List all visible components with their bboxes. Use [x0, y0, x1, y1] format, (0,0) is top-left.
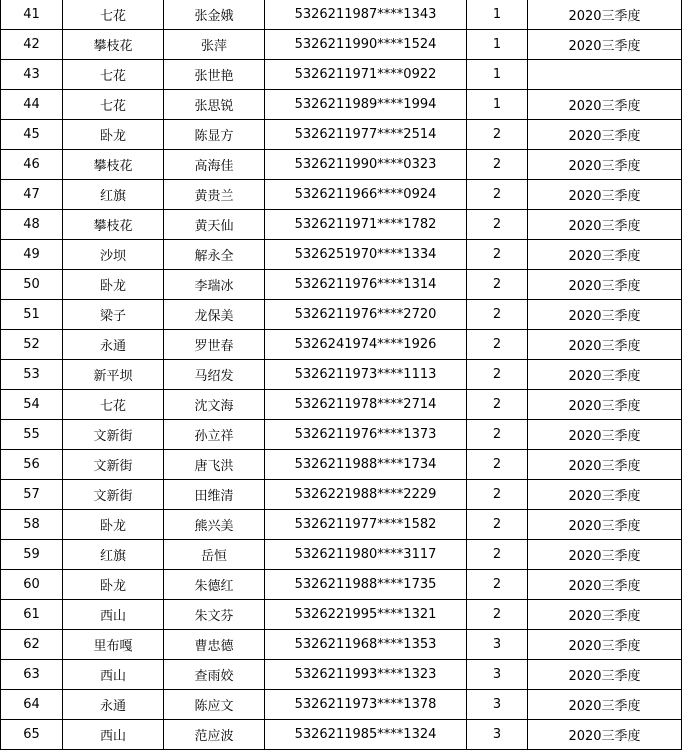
- row-number-cell: 49: [1, 240, 63, 270]
- name-cell: 唐飞洪: [164, 450, 265, 480]
- period-cell: 2020三季度: [528, 630, 682, 660]
- table-row: [1, 420, 682, 450]
- row-number-cell: 47: [1, 180, 63, 210]
- row-number-cell: 51: [1, 300, 63, 330]
- row-number-cell: 46: [1, 150, 63, 180]
- table-row: [1, 0, 682, 30]
- row-number-cell: 60: [1, 570, 63, 600]
- name-cell: 陈应文: [164, 690, 265, 720]
- location-cell: 永通: [63, 330, 164, 360]
- location-cell: 攀枝花: [63, 150, 164, 180]
- name-cell: 黄天仙: [164, 210, 265, 240]
- period-cell: 2020三季度: [528, 450, 682, 480]
- row-number-cell: 43: [1, 60, 63, 90]
- table-row: [1, 600, 682, 630]
- category-cell: 2: [467, 360, 528, 390]
- period-cell: 2020三季度: [528, 360, 682, 390]
- id-number-cell: 5326211966****0924: [265, 180, 467, 210]
- category-cell: 2: [467, 150, 528, 180]
- period-cell: 2020三季度: [528, 690, 682, 720]
- period-cell: 2020三季度: [528, 30, 682, 60]
- category-cell: 1: [467, 30, 528, 60]
- name-cell: 朱文芬: [164, 600, 265, 630]
- id-number-cell: 5326211978****2714: [265, 390, 467, 420]
- period-cell: 2020三季度: [528, 180, 682, 210]
- period-cell: 2020三季度: [528, 390, 682, 420]
- period-cell: 2020三季度: [528, 420, 682, 450]
- category-cell: 2: [467, 450, 528, 480]
- row-number-cell: 64: [1, 690, 63, 720]
- row-number-cell: 54: [1, 390, 63, 420]
- category-cell: 2: [467, 120, 528, 150]
- location-cell: 七花: [63, 390, 164, 420]
- id-number-cell: 5326211977****1582: [265, 510, 467, 540]
- name-cell: 高海佳: [164, 150, 265, 180]
- table-row: [1, 480, 682, 510]
- name-cell: 查雨姣: [164, 660, 265, 690]
- category-cell: 2: [467, 540, 528, 570]
- name-cell: 朱德红: [164, 570, 265, 600]
- table-row: [1, 630, 682, 660]
- location-cell: 攀枝花: [63, 30, 164, 60]
- id-number-cell: 5326211976****1314: [265, 270, 467, 300]
- period-cell: 2020三季度: [528, 540, 682, 570]
- name-cell: 李瑞冰: [164, 270, 265, 300]
- row-number-cell: 42: [1, 30, 63, 60]
- location-cell: 永通: [63, 690, 164, 720]
- row-number-cell: 41: [1, 0, 63, 30]
- id-number-cell: 5326211987****1343: [265, 0, 467, 30]
- id-number-cell: 5326241974****1926: [265, 330, 467, 360]
- location-cell: 西山: [63, 660, 164, 690]
- name-cell: 熊兴美: [164, 510, 265, 540]
- row-number-cell: 63: [1, 660, 63, 690]
- id-number-cell: 5326211980****3117: [265, 540, 467, 570]
- table-row: [1, 150, 682, 180]
- table-row: [1, 300, 682, 330]
- category-cell: 2: [467, 300, 528, 330]
- category-cell: 3: [467, 690, 528, 720]
- table-row: [1, 510, 682, 540]
- row-number-cell: 44: [1, 90, 63, 120]
- location-cell: 西山: [63, 600, 164, 630]
- name-cell: 岳恒: [164, 540, 265, 570]
- location-cell: 七花: [63, 60, 164, 90]
- table-row: [1, 120, 682, 150]
- category-cell: 1: [467, 60, 528, 90]
- table-row: [1, 720, 682, 750]
- table-row: [1, 240, 682, 270]
- category-cell: 2: [467, 480, 528, 510]
- id-number-cell: 5326221995****1321: [265, 600, 467, 630]
- id-number-cell: 5326211973****1378: [265, 690, 467, 720]
- name-cell: 沈文海: [164, 390, 265, 420]
- category-cell: 2: [467, 510, 528, 540]
- category-cell: 2: [467, 210, 528, 240]
- id-number-cell: 5326211976****2720: [265, 300, 467, 330]
- name-cell: 田维清: [164, 480, 265, 510]
- category-cell: 2: [467, 420, 528, 450]
- row-number-cell: 45: [1, 120, 63, 150]
- location-cell: 文新街: [63, 450, 164, 480]
- period-cell: 2020三季度: [528, 210, 682, 240]
- row-number-cell: 62: [1, 630, 63, 660]
- id-number-cell: 5326211971****1782: [265, 210, 467, 240]
- period-cell: 2020三季度: [528, 90, 682, 120]
- id-number-cell: 5326211988****1735: [265, 570, 467, 600]
- row-number-cell: 61: [1, 600, 63, 630]
- location-cell: 卧龙: [63, 270, 164, 300]
- category-cell: 2: [467, 570, 528, 600]
- period-cell: 2020三季度: [528, 480, 682, 510]
- row-number-cell: 52: [1, 330, 63, 360]
- id-number-cell: 5326251970****1334: [265, 240, 467, 270]
- id-number-cell: 5326211968****1353: [265, 630, 467, 660]
- period-cell: 2020三季度: [528, 240, 682, 270]
- table-row: [1, 60, 682, 90]
- category-cell: 2: [467, 180, 528, 210]
- location-cell: 攀枝花: [63, 210, 164, 240]
- name-cell: 张世艳: [164, 60, 265, 90]
- name-cell: 黄贵兰: [164, 180, 265, 210]
- location-cell: 沙坝: [63, 240, 164, 270]
- id-number-cell: 5326211976****1373: [265, 420, 467, 450]
- id-number-cell: 5326211990****1524: [265, 30, 467, 60]
- period-cell: [528, 60, 682, 90]
- category-cell: 2: [467, 600, 528, 630]
- id-number-cell: 5326211989****1994: [265, 90, 467, 120]
- name-cell: 罗世春: [164, 330, 265, 360]
- name-cell: 张萍: [164, 30, 265, 60]
- location-cell: 卧龙: [63, 570, 164, 600]
- name-cell: 解永全: [164, 240, 265, 270]
- period-cell: 2020三季度: [528, 120, 682, 150]
- period-cell: 2020三季度: [528, 0, 682, 30]
- period-cell: 2020三季度: [528, 270, 682, 300]
- location-cell: 卧龙: [63, 510, 164, 540]
- table-row: [1, 30, 682, 60]
- location-cell: 七花: [63, 0, 164, 30]
- row-number-cell: 50: [1, 270, 63, 300]
- table-row: [1, 390, 682, 420]
- period-cell: 2020三季度: [528, 720, 682, 750]
- table-row: [1, 90, 682, 120]
- name-cell: 孙立祥: [164, 420, 265, 450]
- table-body: [1, 0, 682, 750]
- period-cell: 2020三季度: [528, 660, 682, 690]
- table-row: [1, 450, 682, 480]
- table-row: [1, 690, 682, 720]
- period-cell: 2020三季度: [528, 150, 682, 180]
- row-number-cell: 65: [1, 720, 63, 750]
- location-cell: 文新街: [63, 420, 164, 450]
- id-number-cell: 5326211973****1113: [265, 360, 467, 390]
- id-number-cell: 5326211985****1324: [265, 720, 467, 750]
- table-row: [1, 180, 682, 210]
- row-number-cell: 58: [1, 510, 63, 540]
- name-cell: 张思锐: [164, 90, 265, 120]
- location-cell: 文新街: [63, 480, 164, 510]
- id-number-cell: 5326211993****1323: [265, 660, 467, 690]
- location-cell: 新平坝: [63, 360, 164, 390]
- category-cell: 2: [467, 330, 528, 360]
- location-cell: 红旗: [63, 540, 164, 570]
- row-number-cell: 57: [1, 480, 63, 510]
- row-number-cell: 56: [1, 450, 63, 480]
- location-cell: 梁子: [63, 300, 164, 330]
- id-number-cell: 5326211971****0922: [265, 60, 467, 90]
- name-cell: 龙保美: [164, 300, 265, 330]
- name-cell: 马绍发: [164, 360, 265, 390]
- row-number-cell: 55: [1, 420, 63, 450]
- table-row: [1, 570, 682, 600]
- category-cell: 2: [467, 270, 528, 300]
- id-number-cell: 5326211977****2514: [265, 120, 467, 150]
- location-cell: 卧龙: [63, 120, 164, 150]
- category-cell: 1: [467, 0, 528, 30]
- period-cell: 2020三季度: [528, 510, 682, 540]
- category-cell: 3: [467, 630, 528, 660]
- table-row: [1, 540, 682, 570]
- name-cell: 陈显方: [164, 120, 265, 150]
- period-cell: 2020三季度: [528, 300, 682, 330]
- location-cell: 红旗: [63, 180, 164, 210]
- category-cell: 3: [467, 720, 528, 750]
- table-row: [1, 330, 682, 360]
- name-cell: 范应波: [164, 720, 265, 750]
- table-row: [1, 360, 682, 390]
- table-row: [1, 210, 682, 240]
- name-cell: 曹忠德: [164, 630, 265, 660]
- period-cell: 2020三季度: [528, 330, 682, 360]
- period-cell: 2020三季度: [528, 570, 682, 600]
- location-cell: 西山: [63, 720, 164, 750]
- category-cell: 1: [467, 90, 528, 120]
- category-cell: 2: [467, 390, 528, 420]
- location-cell: 里布嘎: [63, 630, 164, 660]
- period-cell: 2020三季度: [528, 600, 682, 630]
- id-number-cell: 5326211988****1734: [265, 450, 467, 480]
- id-number-cell: 5326211990****0323: [265, 150, 467, 180]
- row-number-cell: 53: [1, 360, 63, 390]
- row-number-cell: 48: [1, 210, 63, 240]
- name-cell: 张金娥: [164, 0, 265, 30]
- category-cell: 2: [467, 240, 528, 270]
- category-cell: 3: [467, 660, 528, 690]
- table-row: [1, 660, 682, 690]
- location-cell: 七花: [63, 90, 164, 120]
- id-number-cell: 5326221988****2229: [265, 480, 467, 510]
- row-number-cell: 59: [1, 540, 63, 570]
- table-row: [1, 270, 682, 300]
